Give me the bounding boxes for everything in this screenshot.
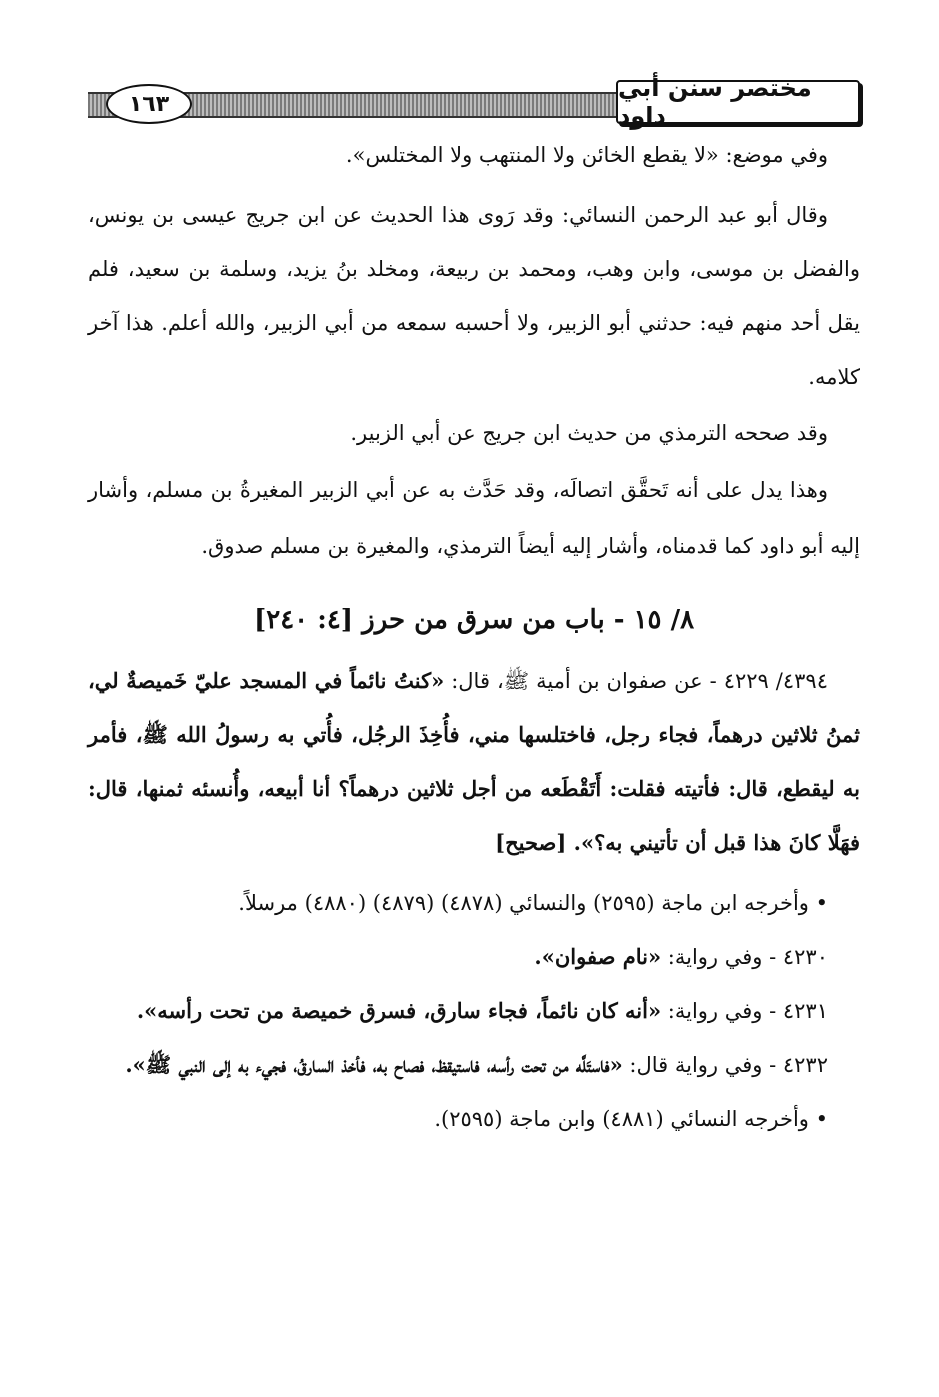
riwaya-4232: [88, 1038, 860, 1092]
paragraph-nasai: وقال أبو عبد الرحمن النسائي: وقد رَوى هذا الحديث عن ابن جريج عيسى بن يونس، والفضل بن موسى، وابن وهب، ومحمد بن ربيعة، ومخلد بنُ يزيد، وسلمة بن سعيد، فلم يقل أحد منهم فيه: حدثني أبو الزبير، ولا أحسبه سمعه من أبي الزبير، والله أعلم. هذا آخر كلامه.: [88, 203, 860, 389]
paragraph-mawdi: وفي موضع: «لا يقطع الخائن ولا المنتهب ولا المختلس».: [345, 143, 828, 167]
riwaya-4230: [88, 930, 860, 984]
page-header: [88, 74, 860, 132]
paragraph-tirmidhi: وقد صححه الترمذي من حديث ابن جريج عن أبي الزبير.: [350, 421, 828, 445]
riwaya-text: «أنه كان نائماً، فجاء سارق، فسرق خميصة من تحت رأسه».: [136, 998, 662, 1023]
riwaya-text: «فاستَلَّه من تحت رأسه، فاستيقظ، فصاح به، فأخذ السارقُ، فجيء به إلى النبي ﷺ».: [125, 1052, 623, 1077]
book-title: مختصر سنن أبي داود: [616, 80, 860, 124]
paragraph-ittisal: وهذا يدل على أنه تَحقَّق اتصالَه، وقد حَدَّث به عن أبي الزبير المغيرةُ بن مسلم، وأشار إليه أبو داود كما قدمناه، وأشار إليه أيضاً الترمذي، والمغيرة بن مسلم صدوق.: [88, 478, 860, 558]
final-takhrij-bullet: • وأخرجه النسائي (٤٨٨١) وابن ماجة (٢٥٩٥).: [434, 1107, 828, 1131]
hadith-main: [88, 654, 860, 870]
page-content: [88, 140, 860, 1172]
riwaya-number: ٤٢٣٢ - وفي رواية قال:: [622, 1053, 828, 1077]
section-heading: ٨/ ١٥ - باب من سرق من حرز [٤: ٢٤٠]: [253, 605, 695, 635]
riwaya-text: «نام صفوان».: [534, 944, 662, 969]
page-number: ١٦٣: [106, 84, 192, 124]
hadith-number-prefix: ٤٣٩٤/ ٤٢٢٩ - عن صفوان بن أمية ﷺ، قال:: [444, 669, 828, 693]
riwaya-number: ٤٢٣١ - وفي رواية:: [661, 999, 828, 1023]
takhrij-bullet: • وأخرجه ابن ماجة (٢٥٩٥) والنسائي (٤٨٧٨) (٤٨٧٩) (٤٨٨٠) مرسلاً.: [238, 891, 828, 915]
riwaya-4231: [88, 984, 860, 1038]
riwaya-number: ٤٢٣٠ - وفي رواية:: [661, 945, 828, 969]
hadith-main-text: «كنتُ نائماً في المسجد عليّ خَميصةٌ لي، ثمنُ ثلاثين درهماً، فجاء رجل، فاختلسها مني، فأُخِذَ الرجُل، فأُتي به رسولُ الله ﷺ، فأمر به ليقطع، قال: فأتيته فقلت: أَتَقْطَعه من أجل ثلاثين درهماً؟ أنا أبيعه، وأُنسئه ثمنها، قال: فهَلَّا كانَ هذا قبل أن تأتيني به؟». [صحيح]: [88, 668, 860, 855]
